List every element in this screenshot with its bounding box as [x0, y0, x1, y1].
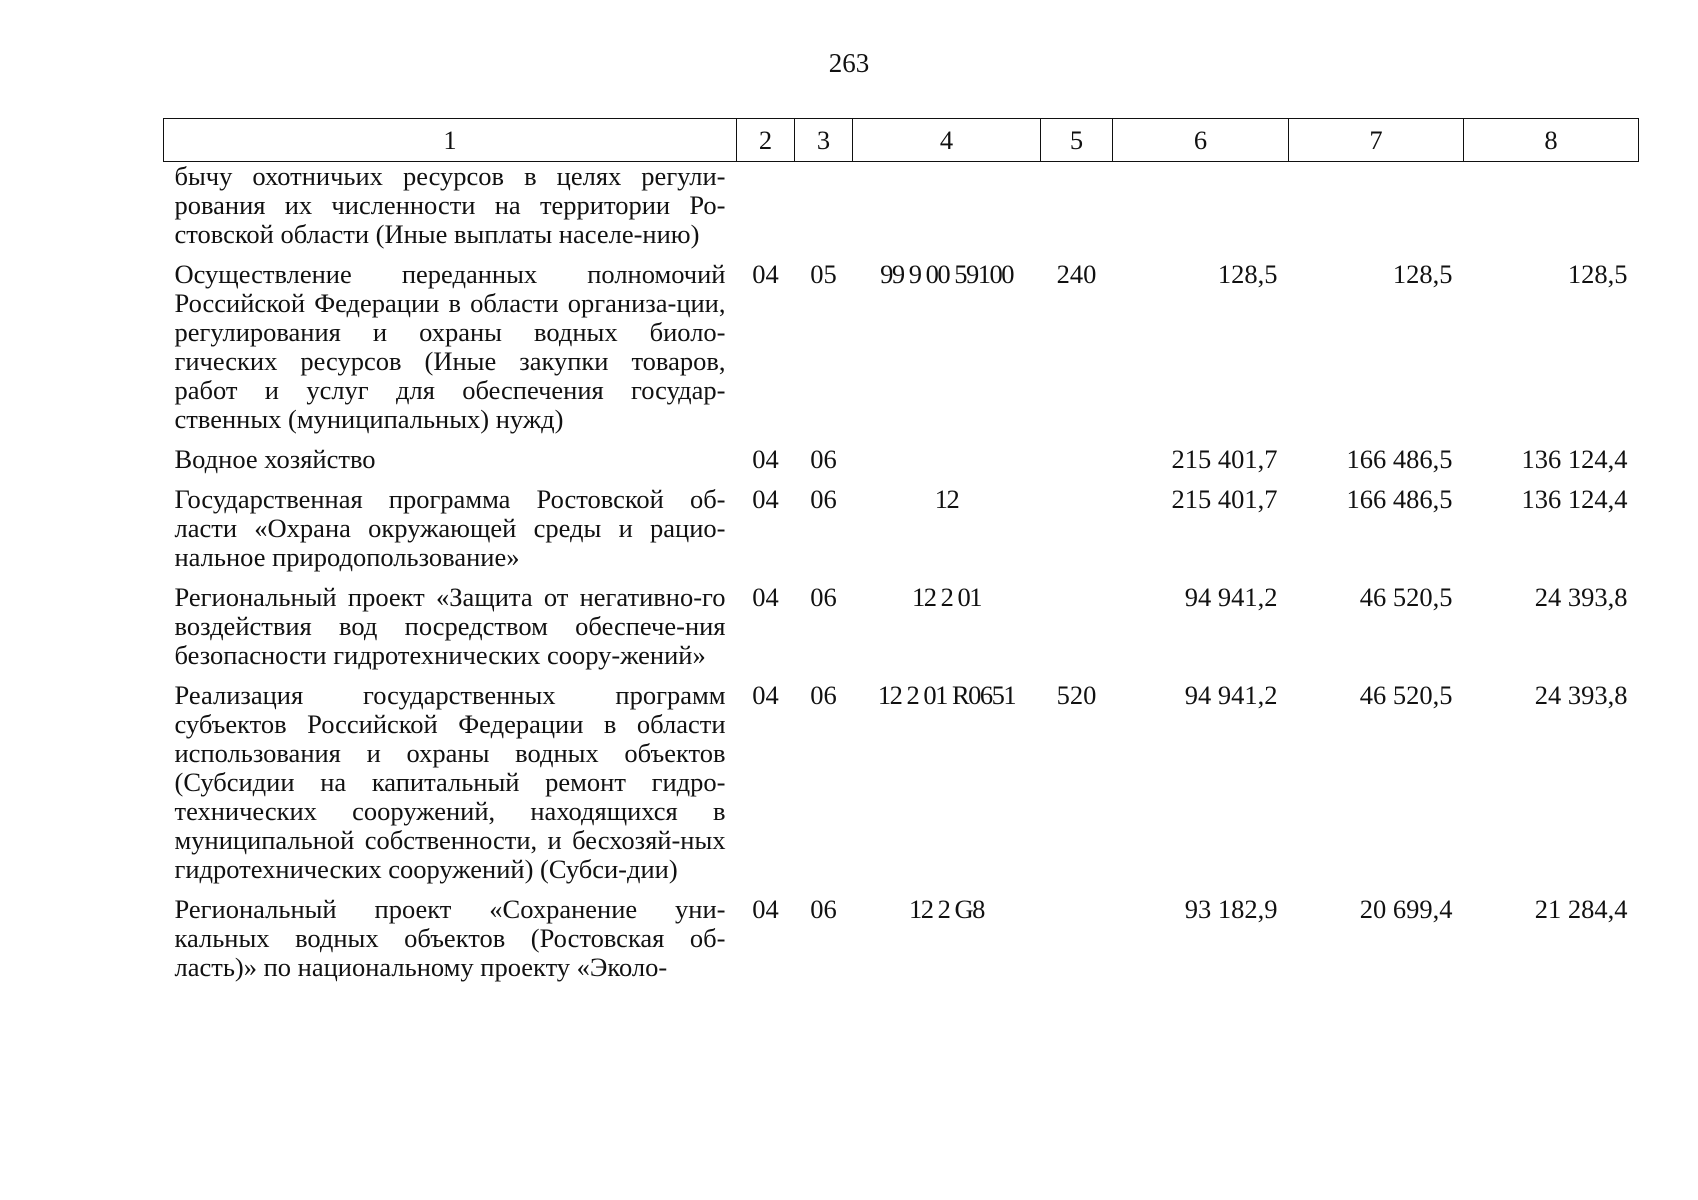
header-col-1: 1 — [164, 119, 737, 162]
table-header-row — [164, 119, 1639, 162]
table-row — [164, 485, 1639, 583]
row-amount-col6: 128,5 — [1217, 259, 1278, 289]
row-amount-col6: 94 941,2 — [1184, 582, 1278, 612]
row-amount-col8: 24 393,8 — [1534, 680, 1628, 710]
row-subsection: 06 — [810, 582, 837, 612]
row-amount-col8: 21 284,4 — [1534, 894, 1628, 924]
row-target-article: 12 — [934, 484, 959, 514]
table-row — [164, 260, 1639, 445]
row-amount-col7: 166 486,5 — [1346, 444, 1453, 474]
row-amount-col8: 24 393,8 — [1534, 582, 1628, 612]
row-amount-col7: 46 520,5 — [1359, 680, 1453, 710]
row-section: 04 — [752, 444, 779, 474]
header-col-5: 5 — [1041, 119, 1113, 162]
table-row — [164, 681, 1639, 895]
table-row — [164, 162, 1639, 261]
header-col-4: 4 — [853, 119, 1041, 162]
row-description: Региональный проект «Защита от негативно-го воздействия вод посредством обеспече-ния безопасности гидротехнических соору-жений» — [174, 582, 726, 670]
table-row — [164, 583, 1639, 681]
table-row — [164, 445, 1639, 485]
row-expense-type — [1041, 895, 1113, 993]
row-amount-col8 — [1464, 162, 1639, 261]
header-col-3: 3 — [795, 119, 853, 162]
header-col-8: 8 — [1464, 119, 1639, 162]
row-amount-col6: 93 182,9 — [1184, 894, 1278, 924]
row-subsection: 06 — [810, 444, 837, 474]
row-target-article: 99 9 00 59100 — [880, 259, 1013, 289]
row-expense-type: 520 — [1056, 680, 1097, 710]
header-col-7: 7 — [1289, 119, 1464, 162]
row-section: 04 — [752, 680, 779, 710]
row-expense-type: 240 — [1056, 259, 1097, 289]
row-description: Региональный проект «Сохранение уни-кальных водных объектов (Ростовская об-ласть)» по национальному проекту «Эколо- — [174, 894, 726, 982]
row-target-article: 12 2 01 — [912, 582, 981, 612]
row-expense-type — [1041, 485, 1113, 583]
row-amount-col7: 20 699,4 — [1359, 894, 1453, 924]
row-subsection — [795, 162, 853, 261]
row-amount-col6: 94 941,2 — [1184, 680, 1278, 710]
row-description: Водное хозяйство — [174, 444, 376, 474]
row-section: 04 — [752, 484, 779, 514]
row-amount-col8: 136 124,4 — [1521, 484, 1628, 514]
row-target-article: 12 2 01 R0651 — [877, 680, 1016, 710]
row-amount-col6 — [1113, 162, 1289, 261]
row-amount-col8: 128,5 — [1567, 259, 1628, 289]
row-amount-col7: 166 486,5 — [1346, 484, 1453, 514]
row-target-article — [853, 162, 1041, 261]
row-subsection: 06 — [810, 680, 837, 710]
row-amount-col6: 215 401,7 — [1171, 484, 1278, 514]
header-col-6: 6 — [1113, 119, 1289, 162]
row-expense-type — [1041, 162, 1113, 261]
row-section: 04 — [752, 259, 779, 289]
row-expense-type — [1041, 583, 1113, 681]
row-amount-col6: 215 401,7 — [1171, 444, 1278, 474]
row-description: Осуществление переданных полномочий Российской Федерации в области организа-ции, регулирования и охраны водных биоло-гических ресурсов (Иные закупки товаров, работ и услуг для обеспечения государ-ственных (муниципальных) нужд) — [174, 259, 726, 434]
row-section: 04 — [752, 582, 779, 612]
row-subsection: 05 — [810, 259, 837, 289]
row-description: Государственная программа Ростовской об-ласти «Охрана окружающей среды и рацио-нальное природопользование» — [174, 484, 726, 572]
row-subsection: 06 — [810, 484, 837, 514]
row-section — [737, 162, 795, 261]
row-description: бычу охотничьих ресурсов в целях регули-рования их численности на территории Ро-стовской области (Иные выплаты населе-нию) — [174, 161, 726, 249]
table-row — [164, 895, 1639, 993]
row-amount-col7 — [1289, 162, 1464, 261]
row-amount-col8: 136 124,4 — [1521, 444, 1628, 474]
row-amount-col7: 46 520,5 — [1359, 582, 1453, 612]
header-col-2: 2 — [737, 119, 795, 162]
row-description: Реализация государственных программ субъектов Российской Федерации в области использования и охраны водных объектов (Субсидии на капитальный ремонт гидро-технических сооружений, находящихся в муниципальной собственности, и бесхозяй-ных гидротехнических сооружений) (Субси-дии) — [174, 680, 726, 884]
row-target-article — [853, 445, 1041, 485]
budget-table — [163, 118, 1639, 993]
row-section: 04 — [752, 894, 779, 924]
row-subsection: 06 — [810, 894, 837, 924]
row-amount-col7: 128,5 — [1392, 259, 1453, 289]
row-expense-type — [1041, 445, 1113, 485]
row-target-article: 12 2 G8 — [909, 894, 984, 924]
page-number: 263 — [828, 48, 870, 78]
